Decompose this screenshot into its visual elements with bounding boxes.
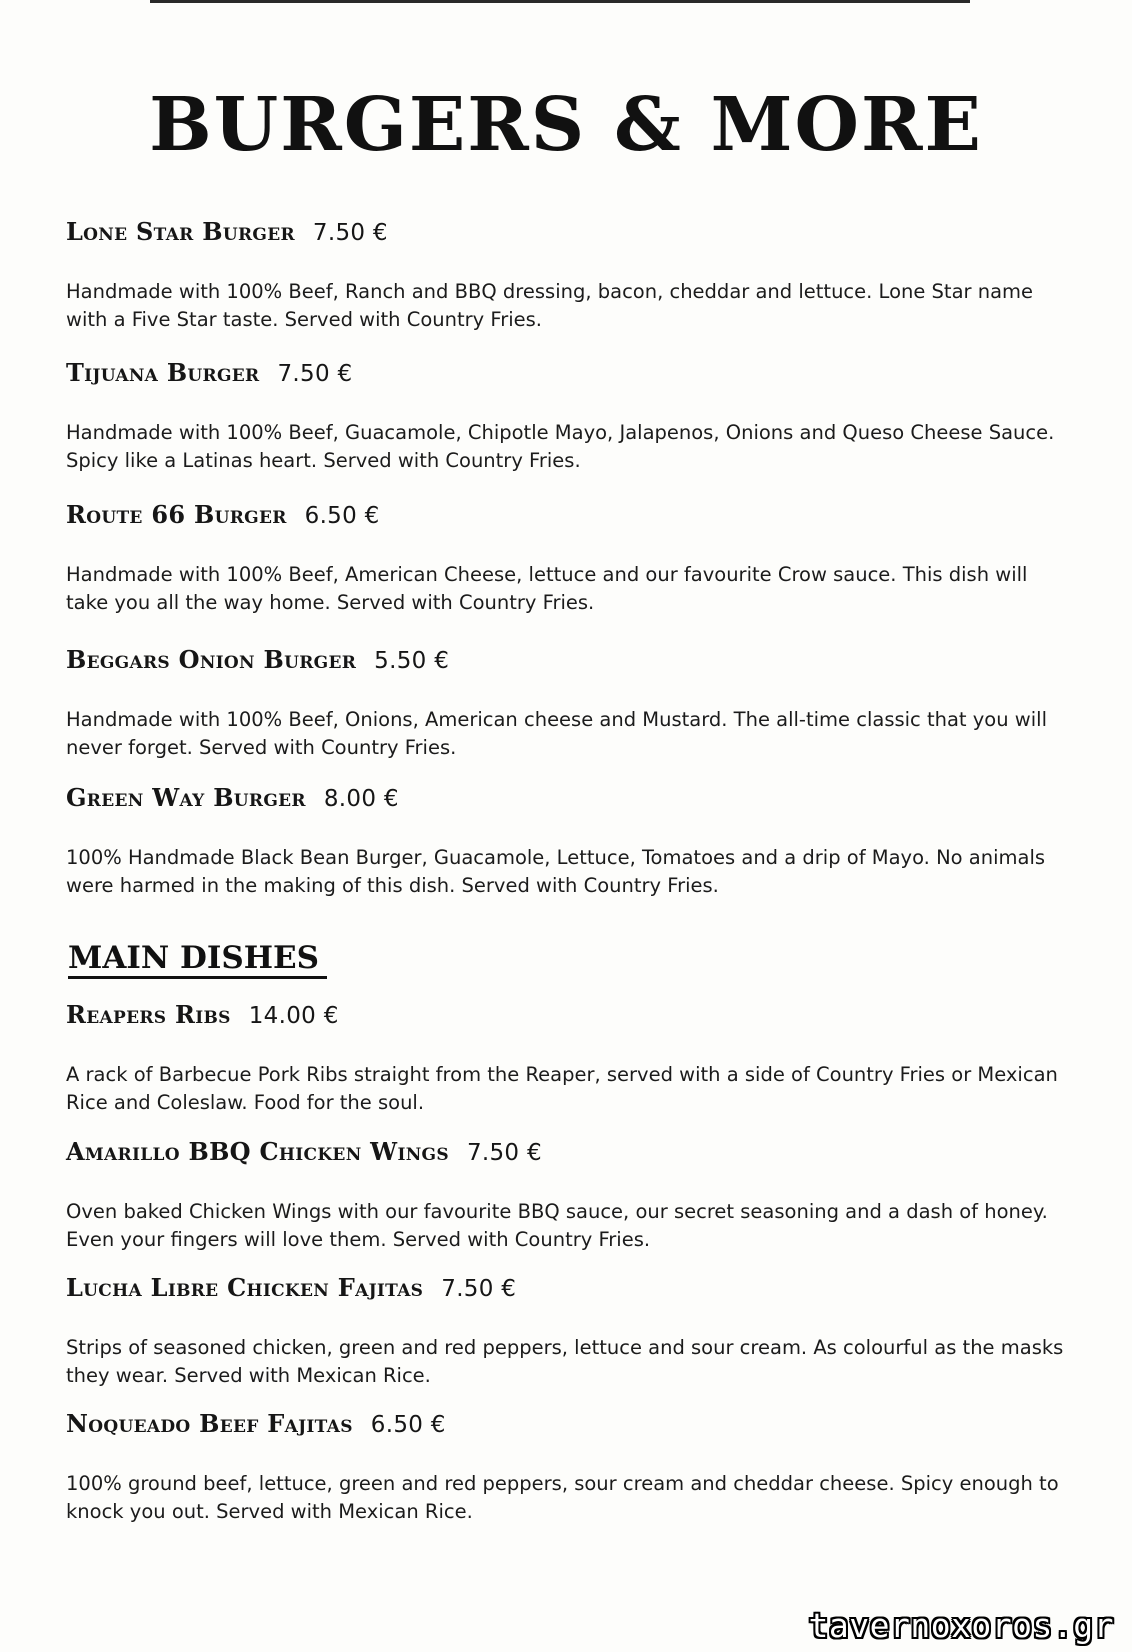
item-name: Route 66 Burger xyxy=(66,500,287,529)
item-heading xyxy=(66,783,1066,814)
item-price: 6.50 € xyxy=(304,503,380,529)
item-heading xyxy=(66,1273,1066,1304)
item-heading xyxy=(66,1137,1066,1168)
item-price: 8.00 € xyxy=(323,786,399,812)
menu-item xyxy=(66,1409,1066,1526)
item-price: 5.50 € xyxy=(374,648,450,674)
menu-item xyxy=(66,1000,1066,1117)
item-name: Green Way Burger xyxy=(66,783,306,812)
page-title: BURGERS & MORE xyxy=(149,82,983,168)
item-name: Amarillo BBQ Chicken Wings xyxy=(66,1137,449,1166)
item-heading xyxy=(66,358,1066,389)
item-price: 7.50 € xyxy=(277,361,353,387)
menu-item xyxy=(66,783,1066,900)
main-dishes-heading: MAIN DISHES xyxy=(68,940,327,979)
item-heading xyxy=(66,645,1066,676)
item-price: 7.50 € xyxy=(466,1140,542,1166)
item-description: Handmade with 100% Beef, American Cheese, lettuce and our favourite Crow sauce. This dish will take you all the way home. Served with Country Fries. xyxy=(66,563,1028,614)
menu-item xyxy=(66,1273,1066,1390)
item-heading xyxy=(66,217,1066,248)
menu-item xyxy=(66,1137,1066,1254)
top-divider xyxy=(150,0,970,3)
item-name: Lone Star Burger xyxy=(66,217,295,246)
item-description: Strips of seasoned chicken, green and red peppers, lettuce and sour cream. As colourful as the masks they wear. Served with Mexican Rice. xyxy=(66,1336,1064,1387)
item-name: Beggars Onion Burger xyxy=(66,645,357,674)
item-description: A rack of Barbecue Pork Ribs straight from the Reaper, served with a side of Country Fries or Mexican Rice and Coleslaw. Food for the soul. xyxy=(66,1063,1058,1114)
item-description: 100% ground beef, lettuce, green and red peppers, sour cream and cheddar cheese. Spicy enough to knock you out. Served with Mexican Rice. xyxy=(66,1472,1059,1523)
item-name: Noqueado Beef Fajitas xyxy=(66,1409,353,1438)
item-name: Lucha Libre Chicken Fajitas xyxy=(66,1273,424,1302)
item-price: 7.50 € xyxy=(312,220,388,246)
item-description: Handmade with 100% Beef, Ranch and BBQ dressing, bacon, cheddar and lettuce. Lone Star name with a Five Star taste. Served with Country Fries. xyxy=(66,280,1034,331)
item-description: Handmade with 100% Beef, Guacamole, Chipotle Mayo, Jalapenos, Onions and Queso Cheese Sauce. Spicy like a Latinas heart. Served with Country Fries. xyxy=(66,421,1055,472)
watermark-text: tavernoxoros.gr xyxy=(808,1606,1114,1645)
menu-item xyxy=(66,500,1066,617)
item-price: 7.50 € xyxy=(441,1276,517,1302)
item-heading xyxy=(66,1409,1066,1440)
item-heading xyxy=(66,500,1066,531)
item-name: Tijuana Burger xyxy=(66,358,260,387)
menu-item xyxy=(66,645,1066,762)
item-description: 100% Handmade Black Bean Burger, Guacamole, Lettuce, Tomatoes and a drip of Mayo. No animals were harmed in the making of this dish. Served with Country Fries. xyxy=(66,846,1046,897)
menu-item xyxy=(66,217,1066,334)
item-description: Oven baked Chicken Wings with our favourite BBQ sauce, our secret seasoning and a dash of honey. Even your fingers will love them. Served with Country Fries. xyxy=(66,1200,1048,1251)
item-price: 6.50 € xyxy=(370,1412,446,1438)
item-name: Reapers Ribs xyxy=(66,1000,231,1029)
item-price: 14.00 € xyxy=(248,1003,339,1029)
item-description: Handmade with 100% Beef, Onions, American cheese and Mustard. The all-time classic that you will never forget. Served with Country Fries. xyxy=(66,708,1047,759)
menu-item xyxy=(66,358,1066,475)
item-heading xyxy=(66,1000,1066,1031)
